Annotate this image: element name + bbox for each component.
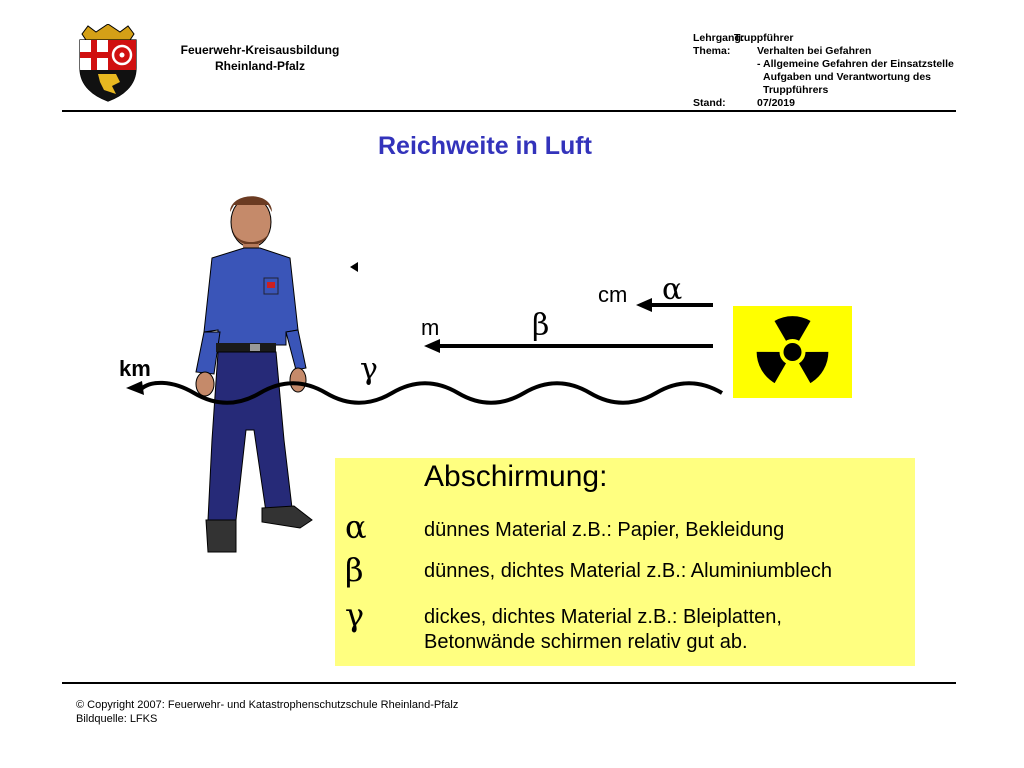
radiation-hazard-sign [733, 306, 852, 398]
alpha-symbol: α [662, 272, 683, 307]
status-value: 07/2019 [757, 97, 795, 109]
organization-line-1: Feuerwehr-Kreisausbildung [180, 43, 340, 57]
pointer-marker [350, 262, 358, 272]
shielding-gamma-symbol: γ [345, 596, 365, 634]
shielding-alpha-text: dünnes Material z.B.: Papier, Bekleidung [424, 519, 785, 541]
shielding-alpha-symbol: α [345, 508, 367, 546]
shielding-title: Abschirmung: [424, 460, 608, 493]
topic-value: Verhalten bei Gefahren [757, 45, 872, 57]
topic-line-3: Aufgaben und Verantwortung des [763, 71, 932, 83]
beta-arrow [424, 339, 713, 353]
organization-line-2: Rheinland-Pfalz [214, 59, 305, 73]
topic-line-4: Truppführers [763, 84, 829, 96]
gamma-symbol: γ [360, 352, 378, 387]
alpha-range-label: cm [598, 282, 628, 307]
image-source-text: Bildquelle: LFKS [76, 713, 158, 725]
footer-divider [62, 682, 956, 684]
status-label: Stand: [693, 97, 726, 109]
radiation-trefoil-icon [733, 306, 852, 398]
beta-symbol: β [532, 308, 550, 343]
slide-title: Reichweite in Luft [378, 132, 592, 160]
footer [76, 698, 458, 726]
shielding-gamma-text: dickes, dichtes Material z.B.: Bleiplatten, [424, 606, 782, 628]
shielding-beta-symbol: β [345, 551, 364, 589]
course-value: Truppführer [734, 32, 794, 44]
firefighter-illustration [196, 196, 312, 552]
course-label: Lehrgang: [693, 32, 745, 44]
topic-label: Thema: [693, 45, 731, 57]
copyright-text: © Copyright 2007: Feuerwehr- und Katastrophenschutzschule Rheinland-Pfalz [76, 699, 459, 711]
topic-line-2: - Allgemeine Gefahren der Einsatzstelle [757, 58, 954, 70]
beta-range-label: m [421, 315, 440, 340]
shielding-gamma-text-2: Betonwände schirmen relativ gut ab. [424, 631, 748, 653]
shielding-beta-text: dünnes, dichtes Material z.B.: Aluminiumblech [424, 560, 832, 582]
gamma-range-label: km [119, 356, 151, 381]
